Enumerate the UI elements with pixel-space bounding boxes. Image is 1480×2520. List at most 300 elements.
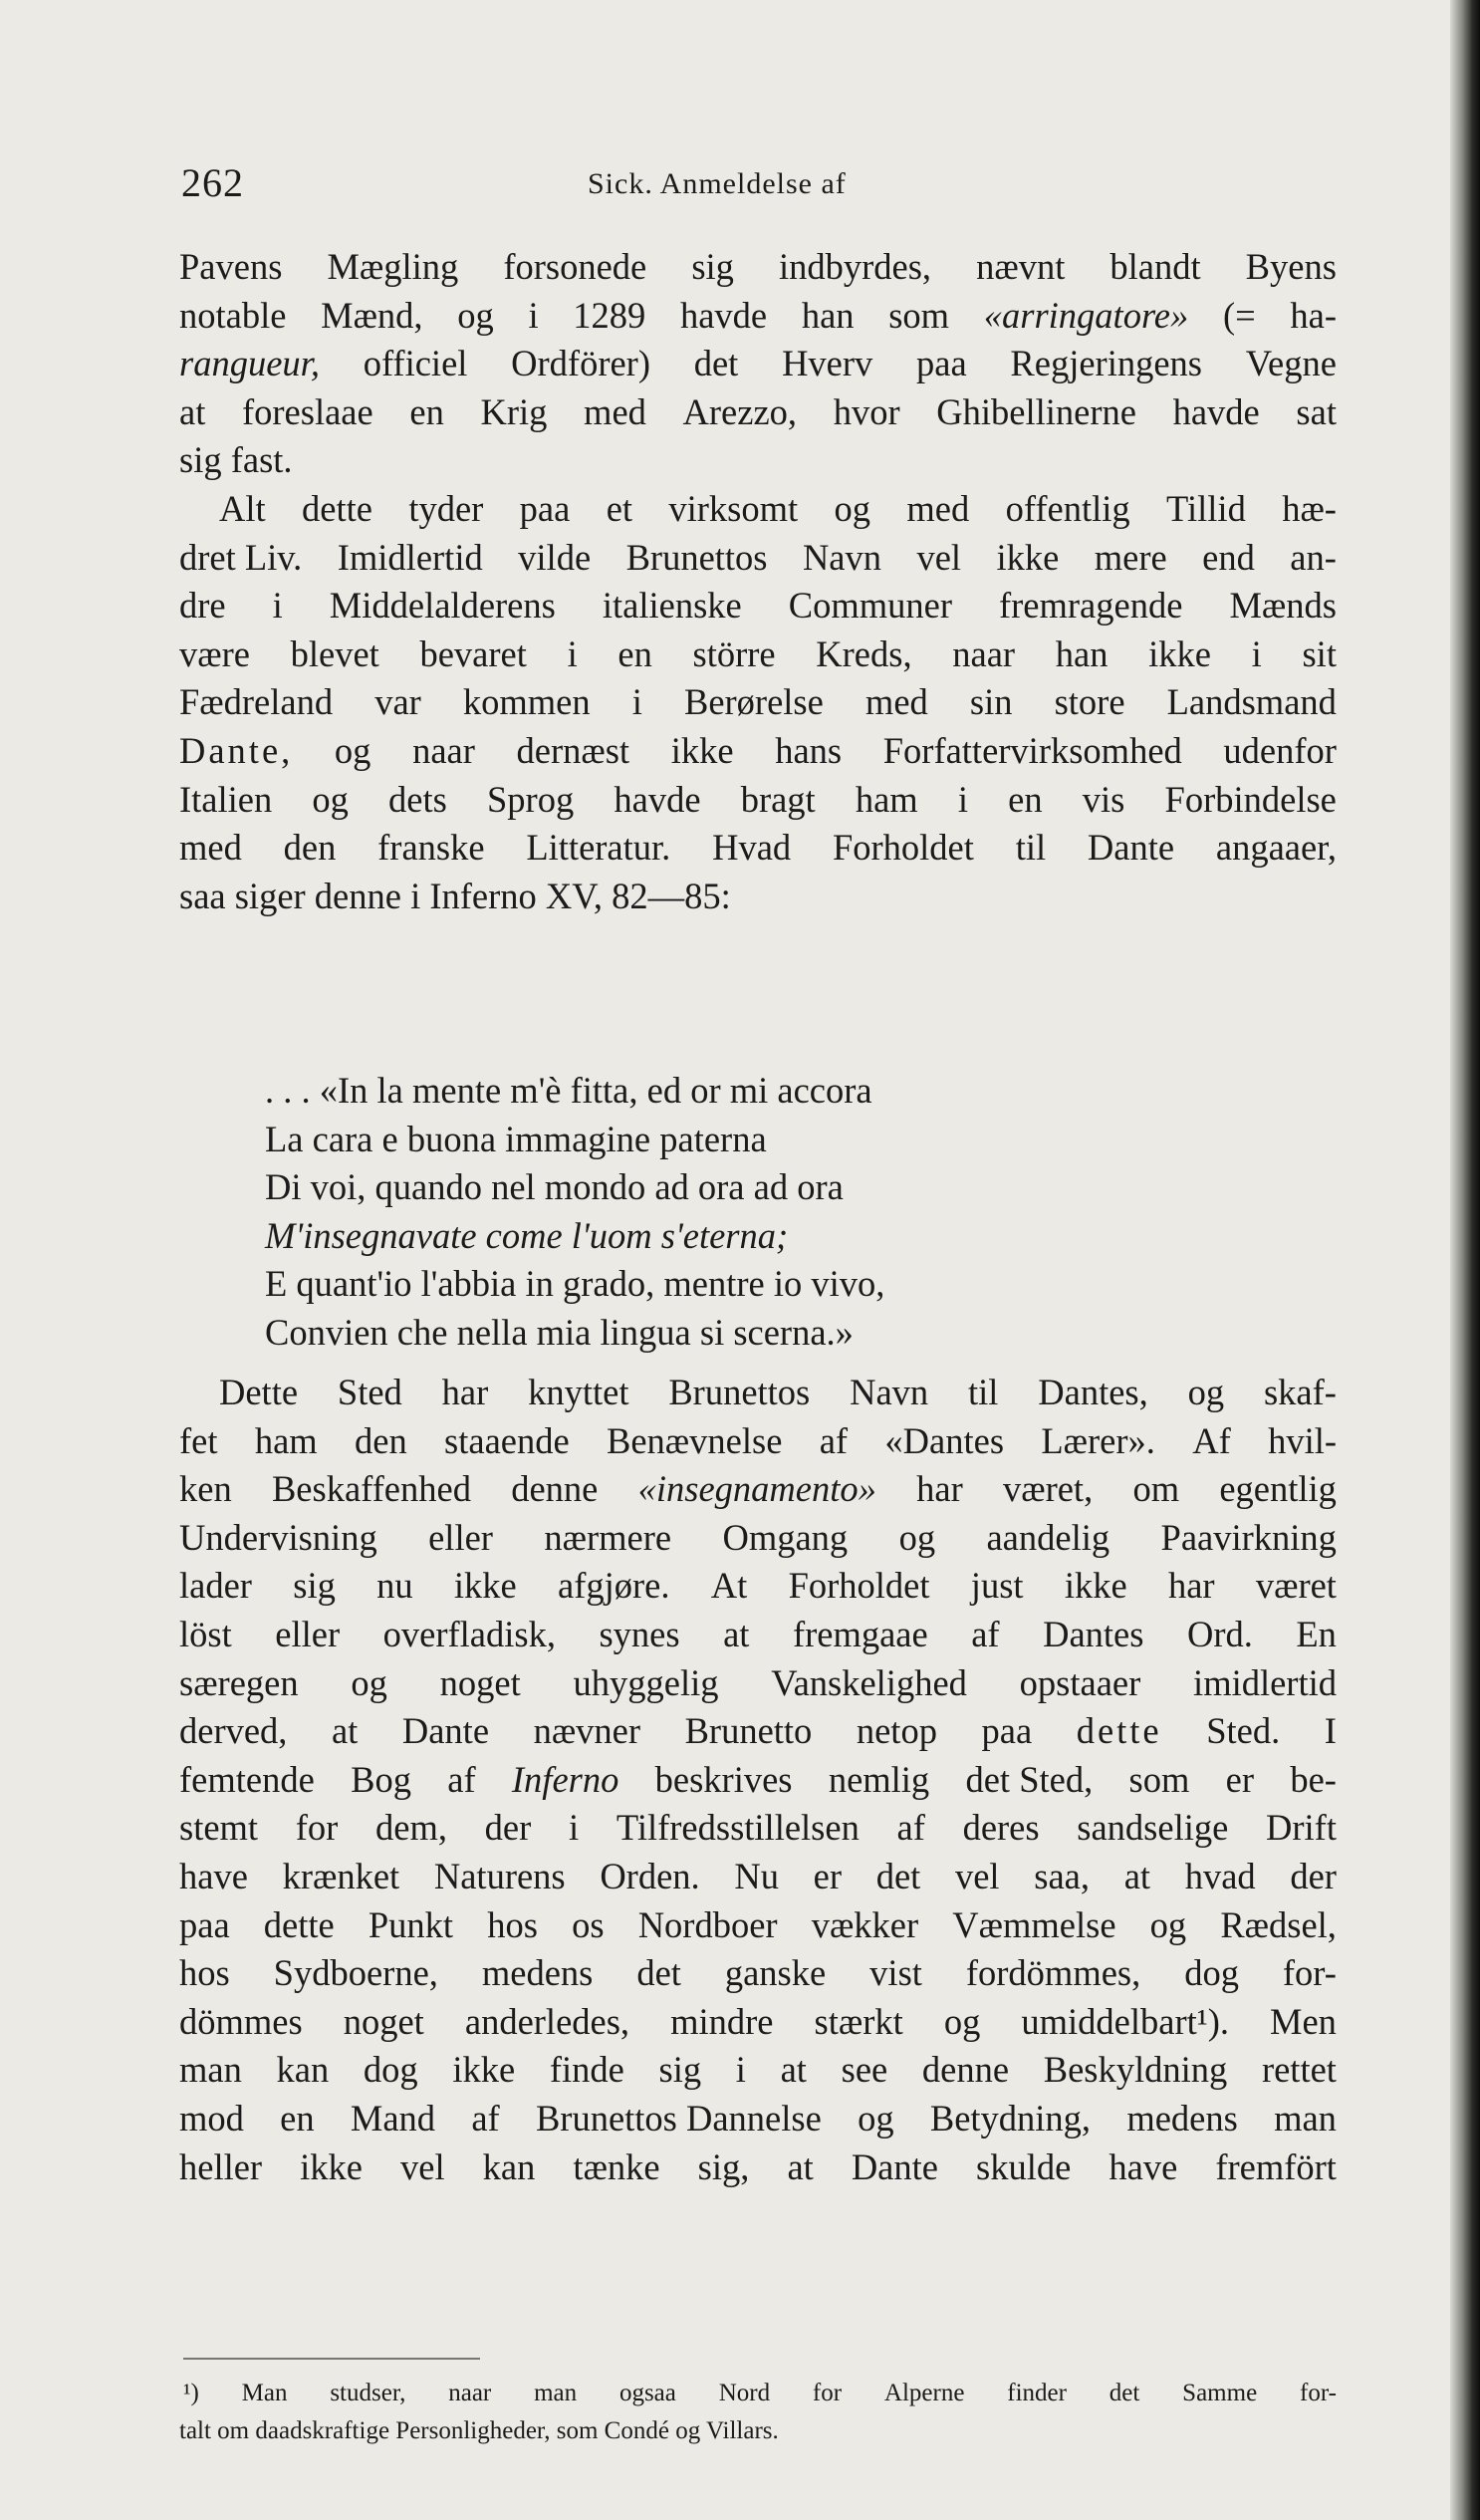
text-line <box>179 436 1337 485</box>
running-title: Sick. Anmeldelse af <box>588 167 847 200</box>
body-text-continued <box>179 1369 1337 2191</box>
word: dret Liv. <box>179 536 303 578</box>
word: dem, <box>375 1807 447 1849</box>
word: og <box>351 1661 387 1703</box>
word: nu <box>376 1565 413 1607</box>
word: Nordboer <box>637 1903 778 1945</box>
word: ham <box>254 1419 318 1461</box>
word: af <box>819 1419 849 1461</box>
word: Dante <box>851 2145 938 2187</box>
word: talt om daadskraftige Personligheder, som Condé og Villars. <box>179 2417 779 2444</box>
word: hans <box>775 729 843 771</box>
word: Man <box>241 2380 288 2406</box>
word: og <box>858 2097 894 2139</box>
text-line <box>179 727 1337 776</box>
word: i <box>735 2049 746 2091</box>
text-line <box>179 2046 1337 2095</box>
word: vel <box>400 2145 445 2187</box>
word: Ord. <box>1186 1613 1253 1654</box>
word: Forfattervirksomhed <box>882 729 1182 771</box>
word: at <box>1123 1855 1151 1896</box>
word: eller <box>275 1613 341 1654</box>
text-line <box>179 485 1337 534</box>
word: dernæst <box>516 729 630 771</box>
word: netop <box>856 1710 937 1752</box>
word: med <box>864 681 928 723</box>
word: Dante, <box>179 729 294 771</box>
word: kan <box>482 2145 536 2187</box>
word: man <box>534 2380 578 2406</box>
word: 1289 <box>573 294 646 336</box>
word: Mænd, <box>321 294 423 336</box>
word: den <box>355 1419 407 1461</box>
word: virksomt <box>668 487 799 529</box>
word: deres <box>962 1807 1040 1849</box>
word: skulde <box>976 2145 1072 2187</box>
word: en <box>409 390 444 432</box>
word: Naturens <box>433 1855 566 1896</box>
word: ikke <box>1064 1565 1127 1607</box>
word: nævnt <box>976 246 1066 287</box>
word: og <box>898 1516 936 1558</box>
word: ikke <box>453 1565 517 1607</box>
word: finder <box>1007 2380 1067 2406</box>
word: været <box>1255 1565 1337 1607</box>
word: for- <box>1282 1952 1337 1994</box>
word: hæ- <box>1282 487 1337 529</box>
word: sit <box>1302 632 1337 674</box>
word: have <box>179 1855 248 1896</box>
word: der <box>484 1807 532 1849</box>
word: han <box>1055 632 1109 674</box>
word: Krig <box>480 390 548 432</box>
word: vel <box>916 536 962 578</box>
word: anderledes, <box>464 2000 630 2042</box>
word: Sprog <box>487 778 575 820</box>
word: sig <box>293 1565 336 1607</box>
footnote-line <box>179 2375 1337 2412</box>
page-number: 262 <box>181 160 244 205</box>
word: Væmmelse <box>952 1903 1116 1945</box>
word: sin <box>969 681 1013 723</box>
word: Beskaffenhed <box>271 1468 471 1510</box>
word: naar <box>412 729 475 771</box>
word: hvad <box>1184 1855 1256 1896</box>
word: og <box>312 778 349 820</box>
word: ken <box>179 1468 232 1510</box>
word: af <box>471 2097 500 2139</box>
word: Landsmand <box>1166 681 1337 723</box>
word: dömmes <box>179 2000 303 2042</box>
text-line <box>179 582 1337 630</box>
word: uhyggelig <box>573 1661 719 1703</box>
word: ham <box>855 778 918 820</box>
verse-line: Di voi, quando nel mondo ad ora ad ora <box>265 1166 844 1208</box>
page-header <box>0 159 1480 219</box>
text-line <box>179 1514 1337 1563</box>
word: man <box>1274 2097 1337 2139</box>
word: sig <box>691 246 734 287</box>
word: Punkt <box>368 1903 454 1945</box>
word: at <box>787 2145 814 2187</box>
word: sig <box>658 2049 702 2091</box>
word: studser, <box>330 2380 406 2406</box>
word: stærkt <box>814 2000 903 2042</box>
word: sat <box>1296 390 1337 432</box>
word: vis <box>1082 778 1125 820</box>
word: dette <box>263 1903 335 1945</box>
word: Dantes <box>1043 1613 1144 1654</box>
word: saa, <box>1034 1855 1090 1896</box>
word: havde <box>1172 390 1260 432</box>
word: ikke <box>1148 632 1211 674</box>
footnote <box>179 2375 1337 2450</box>
word: det Sted, <box>965 1758 1094 1800</box>
verse-line: La cara e buona immagine paterna <box>265 1118 767 1159</box>
word: havde <box>614 778 701 820</box>
word: Ghibellinerne <box>936 390 1136 432</box>
word: Rædsel, <box>1220 1903 1337 1945</box>
word: af <box>971 1613 1000 1654</box>
word: Sydboerne, <box>273 1952 438 1994</box>
word: Regjeringens <box>1010 343 1202 384</box>
word: som <box>1128 1758 1190 1800</box>
word: ¹) <box>183 2380 199 2406</box>
word: paa <box>981 1710 1033 1752</box>
word: fremgaae <box>792 1613 928 1654</box>
word: end <box>1202 536 1255 578</box>
word: for- <box>1300 2380 1337 2406</box>
word: Paavirkning <box>1160 1516 1337 1558</box>
word: Drift <box>1266 1807 1337 1849</box>
verse-quotation <box>265 1067 1321 1358</box>
word: vækker <box>811 1903 919 1945</box>
word: denne <box>921 2049 1010 2091</box>
word: Communer <box>788 585 952 627</box>
word: og <box>334 729 371 771</box>
text-line <box>179 1611 1337 1659</box>
word: og <box>1187 1372 1225 1412</box>
word: særegen <box>179 1661 299 1703</box>
word: kan <box>276 2049 330 2091</box>
word: större <box>692 632 776 674</box>
word: af <box>447 1758 476 1800</box>
word: nemlig <box>828 1758 930 1800</box>
word: og <box>457 294 494 336</box>
word: paa <box>916 343 967 384</box>
word: Vegne <box>1245 343 1337 384</box>
word: Orden. <box>600 1855 700 1896</box>
word: see <box>841 2049 888 2091</box>
word: dette <box>1076 1710 1162 1752</box>
word: medens <box>481 1952 594 1994</box>
word: offentlig <box>1005 487 1130 529</box>
body-text <box>179 243 1337 920</box>
word: Navn <box>802 536 882 578</box>
word: tænke <box>573 2145 660 2187</box>
word: Nord <box>718 2380 771 2406</box>
text-line <box>179 678 1337 727</box>
word: overfladisk, <box>382 1613 556 1654</box>
word: dre <box>179 585 226 627</box>
word: ikke <box>300 2145 363 2187</box>
word: om <box>1132 1468 1180 1510</box>
word: Arezzo, <box>682 390 798 432</box>
word: var <box>374 681 421 723</box>
word: egentlig <box>1219 1468 1337 1510</box>
word: har <box>441 1372 489 1412</box>
word: Fædreland <box>179 681 334 723</box>
word: den <box>283 827 337 869</box>
word: er <box>1225 1758 1255 1800</box>
word: I <box>1324 1710 1337 1752</box>
text-line <box>179 243 1337 292</box>
word: fremfört <box>1215 2145 1337 2187</box>
word: opstaaer <box>1019 1661 1141 1703</box>
word: heller <box>179 2145 263 2187</box>
text-line <box>179 1756 1337 1805</box>
word: fordömmes, <box>965 1952 1141 1994</box>
word: Dante <box>1087 827 1175 869</box>
word: et <box>606 487 633 529</box>
word: Af <box>1192 1419 1231 1461</box>
word: «Dantes <box>884 1419 1005 1461</box>
word: og <box>834 487 871 529</box>
text-line <box>179 776 1337 825</box>
word: paa <box>519 487 571 529</box>
word: ganske <box>724 1952 827 1994</box>
word: nævner <box>533 1710 641 1752</box>
word: i <box>631 681 642 723</box>
paragraph-1 <box>179 243 1337 485</box>
word: En <box>1296 1613 1337 1654</box>
page-edge-shadow <box>1450 0 1480 2520</box>
word: ikke <box>670 729 734 771</box>
word: just <box>970 1565 1024 1607</box>
word: rangueur, <box>179 343 320 384</box>
word: os <box>572 1903 605 1945</box>
footnote-rule <box>183 2358 480 2360</box>
word: Brunetto <box>684 1710 813 1752</box>
word: til <box>968 1372 999 1412</box>
word: noget <box>343 2000 424 2042</box>
word: synes <box>599 1613 680 1654</box>
word: i <box>1251 632 1262 674</box>
word: Brunettos <box>668 1372 811 1412</box>
text-line <box>179 388 1337 437</box>
word: en <box>617 632 652 674</box>
word: umiddelbart¹). <box>1021 2000 1229 2042</box>
word: det <box>636 1952 681 1994</box>
word: Alt <box>219 487 266 529</box>
word: Tillid <box>1166 487 1246 529</box>
word: Hverv <box>782 343 873 384</box>
word: i <box>957 778 968 820</box>
word: Berørelse <box>683 681 824 723</box>
word: Byens <box>1245 246 1337 287</box>
word: Nu <box>734 1855 779 1896</box>
word: Bog <box>351 1758 411 1800</box>
word: at <box>723 1613 750 1654</box>
word: Alperne <box>883 2380 965 2406</box>
word: vilde <box>518 536 592 578</box>
word: italienske <box>602 585 742 627</box>
word: at <box>331 1710 359 1752</box>
word: officiel <box>363 343 468 384</box>
word: Inferno <box>511 1758 619 1800</box>
word: Omgang <box>722 1516 849 1558</box>
word: Litteratur. <box>526 827 671 869</box>
word: vist <box>869 1952 922 1994</box>
word: man <box>179 2049 242 2091</box>
word: Mægling <box>327 246 459 287</box>
word: Dette <box>219 1372 299 1412</box>
word: Vanskelighed <box>771 1661 967 1703</box>
word: Brunettos Dannelse <box>535 2097 822 2139</box>
word: mod <box>179 2097 244 2139</box>
word: er <box>813 1855 843 1896</box>
word: stemt <box>179 1807 259 1849</box>
text-line <box>179 2095 1337 2143</box>
verse-line: E quant'io l'abbia in grado, mentre io vivo, <box>265 1263 885 1305</box>
word: Beskyldning <box>1043 2049 1228 2091</box>
word: det <box>1109 2380 1140 2406</box>
word: været, <box>1002 1468 1094 1510</box>
word: medens <box>1126 2097 1238 2139</box>
word: vel <box>954 1855 1000 1896</box>
word: ikke <box>452 2049 516 2091</box>
word: skaf- <box>1263 1372 1337 1412</box>
word: Benævnelse <box>607 1419 783 1461</box>
text-line <box>179 1804 1337 1853</box>
word: blandt <box>1110 246 1201 287</box>
word: Hvad <box>712 827 792 869</box>
word: Lærer». <box>1041 1419 1155 1461</box>
word: hos <box>487 1903 538 1945</box>
word: kommen <box>462 681 591 723</box>
paragraph-2 <box>179 485 1337 920</box>
word: finde <box>549 2049 624 2091</box>
word: dog <box>363 2049 418 2091</box>
word: Ordförer) <box>511 343 650 384</box>
word: Forholdet <box>832 827 974 869</box>
word: Kreds, <box>816 632 912 674</box>
word: Brunettos <box>625 536 768 578</box>
word: være <box>179 632 250 674</box>
word: franske <box>377 827 485 869</box>
word: med <box>906 487 970 529</box>
word: udenfor <box>1223 729 1337 771</box>
word: store <box>1054 681 1125 723</box>
word: Imidlertid <box>337 536 483 578</box>
word: Forholdet <box>788 1565 930 1607</box>
word: naar <box>448 2380 492 2406</box>
word: Betydning, <box>929 2097 1092 2139</box>
word: sandselige <box>1077 1807 1229 1849</box>
text-line <box>179 873 1337 921</box>
word: Italien <box>179 778 273 820</box>
word: Samme <box>1182 2380 1258 2406</box>
verse-line: . . . «In la mente m'è fitta, ed or mi accora <box>265 1070 872 1111</box>
word: af <box>896 1807 925 1849</box>
word: bevaret <box>419 632 527 674</box>
word: saa siger denne i Inferno XV, 82—85: <box>179 875 731 916</box>
word: Undervisning <box>179 1516 377 1558</box>
word: (= <box>1222 294 1256 336</box>
word: tyder <box>408 487 484 529</box>
word: denne <box>511 1468 599 1510</box>
word: med <box>179 827 242 869</box>
text-line <box>179 1998 1337 2047</box>
verse-line: M'insegnavate come l'uom s'eterna; <box>265 1214 789 1256</box>
word: sig, <box>697 2145 750 2187</box>
word: sig fast. <box>179 439 293 481</box>
word: hvil- <box>1268 1419 1337 1461</box>
word: Tilfredsstillelsen <box>616 1807 860 1849</box>
word: foreslaae <box>242 390 373 432</box>
word: imidlertid <box>1193 1661 1337 1703</box>
word: krænket <box>282 1855 400 1896</box>
word: derved, <box>179 1710 288 1752</box>
word: staaende <box>444 1419 570 1461</box>
text-line <box>179 1562 1337 1611</box>
word: ogsaa <box>618 2380 676 2406</box>
word: bragt <box>740 778 816 820</box>
word: fet <box>179 1419 218 1461</box>
word: for <box>295 1807 339 1849</box>
footnote-line <box>179 2412 1337 2450</box>
word: notable <box>179 294 287 336</box>
word: Dante <box>401 1710 490 1752</box>
word: i <box>567 632 578 674</box>
word: eller <box>428 1516 493 1558</box>
word: afgjøre. <box>558 1565 670 1607</box>
word: mere <box>1094 536 1167 578</box>
word: mindre <box>670 2000 774 2042</box>
word: rettet <box>1261 2049 1337 2091</box>
word: blevet <box>290 632 379 674</box>
word: Sted. <box>1206 1710 1281 1752</box>
word: ha- <box>1290 294 1337 336</box>
word: til <box>1015 827 1047 869</box>
word: og <box>943 2000 981 2042</box>
text-line <box>179 824 1337 873</box>
word: Mand <box>350 2097 436 2139</box>
text-line <box>179 1369 1337 1417</box>
text-line <box>179 1659 1337 1708</box>
word: hos <box>179 1952 230 1994</box>
word: Middelalderens <box>329 585 556 627</box>
text-line <box>179 1901 1337 1950</box>
word: det <box>693 343 739 384</box>
word: hvor <box>833 390 900 432</box>
word: aandelig <box>986 1516 1110 1558</box>
word: forsonede <box>503 246 647 287</box>
word: i <box>272 585 283 627</box>
word: «insegnamento» <box>637 1468 876 1510</box>
word: Pavens <box>179 246 283 287</box>
text-line <box>179 630 1337 679</box>
word: i <box>568 1807 580 1849</box>
word: som <box>888 294 950 336</box>
word: at <box>780 2049 807 2091</box>
word: «arringatore» <box>983 294 1189 336</box>
word: lader <box>179 1565 252 1607</box>
word: ikke <box>996 536 1060 578</box>
word: havde <box>679 294 768 336</box>
text-line <box>179 1853 1337 1901</box>
word: be- <box>1290 1758 1337 1800</box>
